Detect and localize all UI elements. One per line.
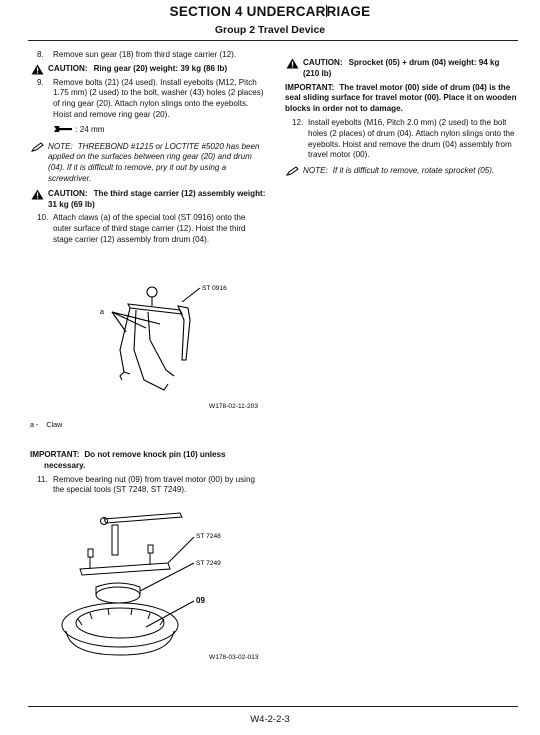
warning-triangle-icon [31, 64, 44, 79]
caution-carrier: CAUTION: The third stage carrier (12) assembly weight: 31 kg (69 lb) [30, 189, 266, 211]
footer-divider [28, 706, 518, 707]
tool-label-st0916: ST 0916 [202, 285, 227, 292]
claw-callout: a [100, 309, 104, 316]
step-10: 10. Attach claws (a) of the special tool (ST 0916) onto the outer surface of third stage carrier (12). Hoist the third stage carrier (12) assembly from drum (04). [37, 213, 246, 244]
step-12: 12. Install eyebolts (M16, Pitch 2.0 mm) (2 used) to the bolt holes (2 places) of drum (04). Attach nylon slings onto the eyebolts. Hoist and remove the drum (04) assembly from travel motor (00). [292, 117, 515, 160]
figure-code-2: W178-03-02-013 [209, 654, 259, 661]
tool-label-st7249: ST 7249 [196, 560, 221, 567]
caution-ring-gear: CAUTION: Ring gear (20) weight: 39 kg (86 lb) [30, 64, 266, 75]
group-title: Group 2 Travel Device [214, 24, 326, 36]
wrench-icon [53, 125, 75, 134]
header-divider [28, 40, 518, 41]
page-number: W4-2-2-3 [250, 714, 290, 725]
step-11: 11. Remove bearing nut (09) from travel motor (00) by using the special tools (ST 7248, ST 7249). [37, 474, 255, 495]
figure-claw-tool [90, 280, 270, 415]
right-column [285, 58, 517, 181]
caution-sprocket-drum: CAUTION: Sprocket (05) + drum (04) weight: 94 kg (210 lb) [285, 58, 517, 80]
warning-triangle-icon [286, 58, 299, 73]
warning-triangle-icon [31, 189, 44, 204]
wrench-size: : 24 mm [30, 125, 266, 136]
left-column [30, 50, 266, 249]
figure-legend: a - Claw [30, 420, 63, 429]
tool-label-st7248: ST 7248 [196, 533, 221, 540]
figure-bearing-nut-tools [60, 505, 270, 665]
pencil-note-icon [31, 142, 45, 156]
step-8: 8. Remove sun gear (18) from third stage carrier (12). [37, 50, 237, 59]
note-sealant: NOTE: THREEBOND #1215 or LOCTITE #5020 has been applied on the surfaces between ring gear (20) and drum (04). If it is difficult to remove, pry it out by using a screwdriver. [30, 142, 266, 185]
note-rotate-sprocket: NOTE: If it is difficult to remove, rotate sprocket (05). [285, 166, 517, 177]
pencil-note-icon [286, 166, 300, 180]
figure-code-1: W178-02-11-203 [209, 403, 258, 410]
important-knock-pin: IMPORTANT: Do not remove knock pin (10) unless necessary. [30, 450, 226, 470]
section-title: SECTION 4 UNDERCARRIAGE [169, 4, 371, 19]
left-column-lower [30, 450, 266, 499]
part-label-09: 09 [196, 596, 205, 605]
important-seal-surface: IMPORTANT: The travel motor (00) side of drum (04) is the seal sliding surface for travel motor (00). Place it on wooden blocks in order not to damage. [285, 82, 517, 114]
step-9: 9. Remove bolts (21) (24 used). Install eyebolts (M12, Pitch 1.75 mm) (2 used) to the bolt, washer (43) holes (2 places) of ring gear (20). Attach nylon slings onto the eyebolts. Hoist and remove ring gear (20). [37, 77, 264, 119]
